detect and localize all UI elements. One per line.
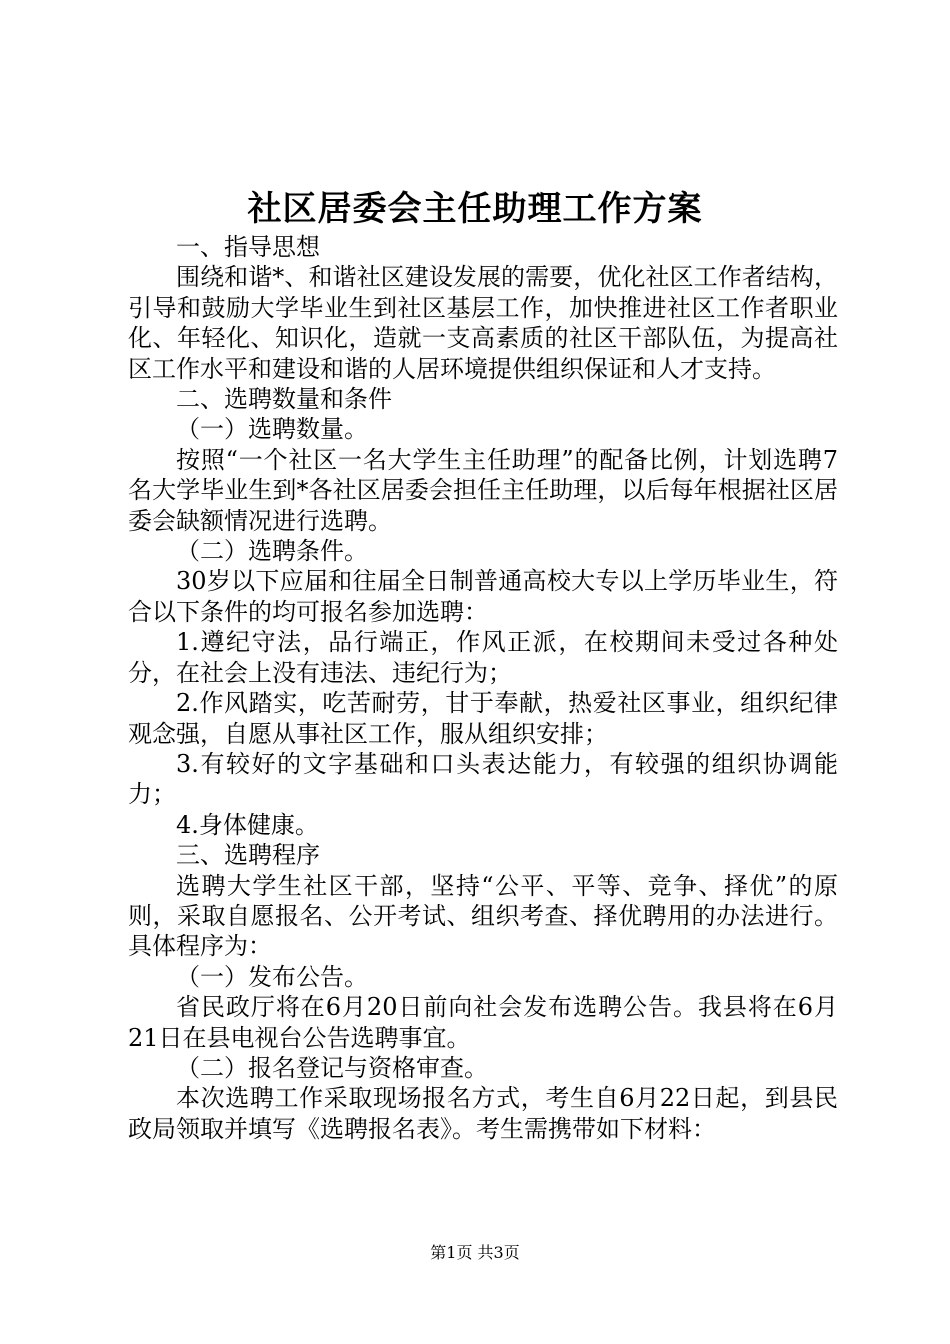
list-item: 4.身体健康。 <box>176 810 319 839</box>
paragraph: 本次选聘工作采取现场报名方式，考生自6月22日起，到县民政局领取并填写《选聘报名表》。考生需携带如下材料： <box>128 1084 838 1143</box>
list-item: 3.有较好的文字基础和口头表达能力，有较强的组织协调能力； <box>128 749 838 809</box>
paragraph: 围绕和谐*、和谐社区建设发展的需要，优化社区工作者结构，引导和鼓励大学毕业生到社区基层工作，加快推进社区工作者职业化、年轻化、知识化，造就一支高素质的社区干部队伍，为提高社区工作水平和建设和谐的人居环境提供组织保证和人才支持。 <box>128 263 838 383</box>
page-number: 第1页 共3页 <box>430 1243 520 1262</box>
paragraph: 省民政厅将在6月20日前向社会发布选聘公告。我县将在6月21日在县电视台公告选聘事宜。 <box>128 993 838 1052</box>
subheading-announcement: （一）发布公告。 <box>176 962 368 991</box>
list-item: 2.作风踏实，吃苦耐劳，甘于奉献，热爱社区事业，组织纪律观念强，自愿从事社区工作，服从组织安排； <box>128 689 838 748</box>
document-body <box>128 232 838 1144</box>
heading-guiding-thought: 一、指导思想 <box>176 233 320 261</box>
subheading-quantity: （一）选聘数量。 <box>176 415 368 444</box>
document-title: 社区居委会主任助理工作方案 <box>247 189 703 229</box>
heading-quantity-and-conditions: 二、选聘数量和条件 <box>176 385 392 414</box>
subheading-registration: （二）报名登记与资格审查。 <box>176 1053 488 1082</box>
subheading-conditions: （二）选聘条件。 <box>176 537 368 566</box>
paragraph: 选聘大学生社区干部，坚持“公平、平等、竞争、择优”的原则，采取自愿报名、公开考试、组织考查、择优聘用的办法进行。具体程序为： <box>128 871 838 961</box>
heading-procedure: 三、选聘程序 <box>176 841 320 870</box>
paragraph: 按照“一个社区一名大学生主任助理”的配备比例，计划选聘7名大学毕业生到*各社区居委会担任主任助理，以后每年根据社区居委会缺额情况进行选聘。 <box>128 445 838 535</box>
paragraph: 30岁以下应届和往届全日制普通高校大专以上学历毕业生，符合以下条件的均可报名参加选聘： <box>128 567 838 626</box>
list-item: 1.遵纪守法，品行端正，作风正派，在校期间未受过各种处分，在社会上没有违法、违纪行为； <box>128 628 838 687</box>
